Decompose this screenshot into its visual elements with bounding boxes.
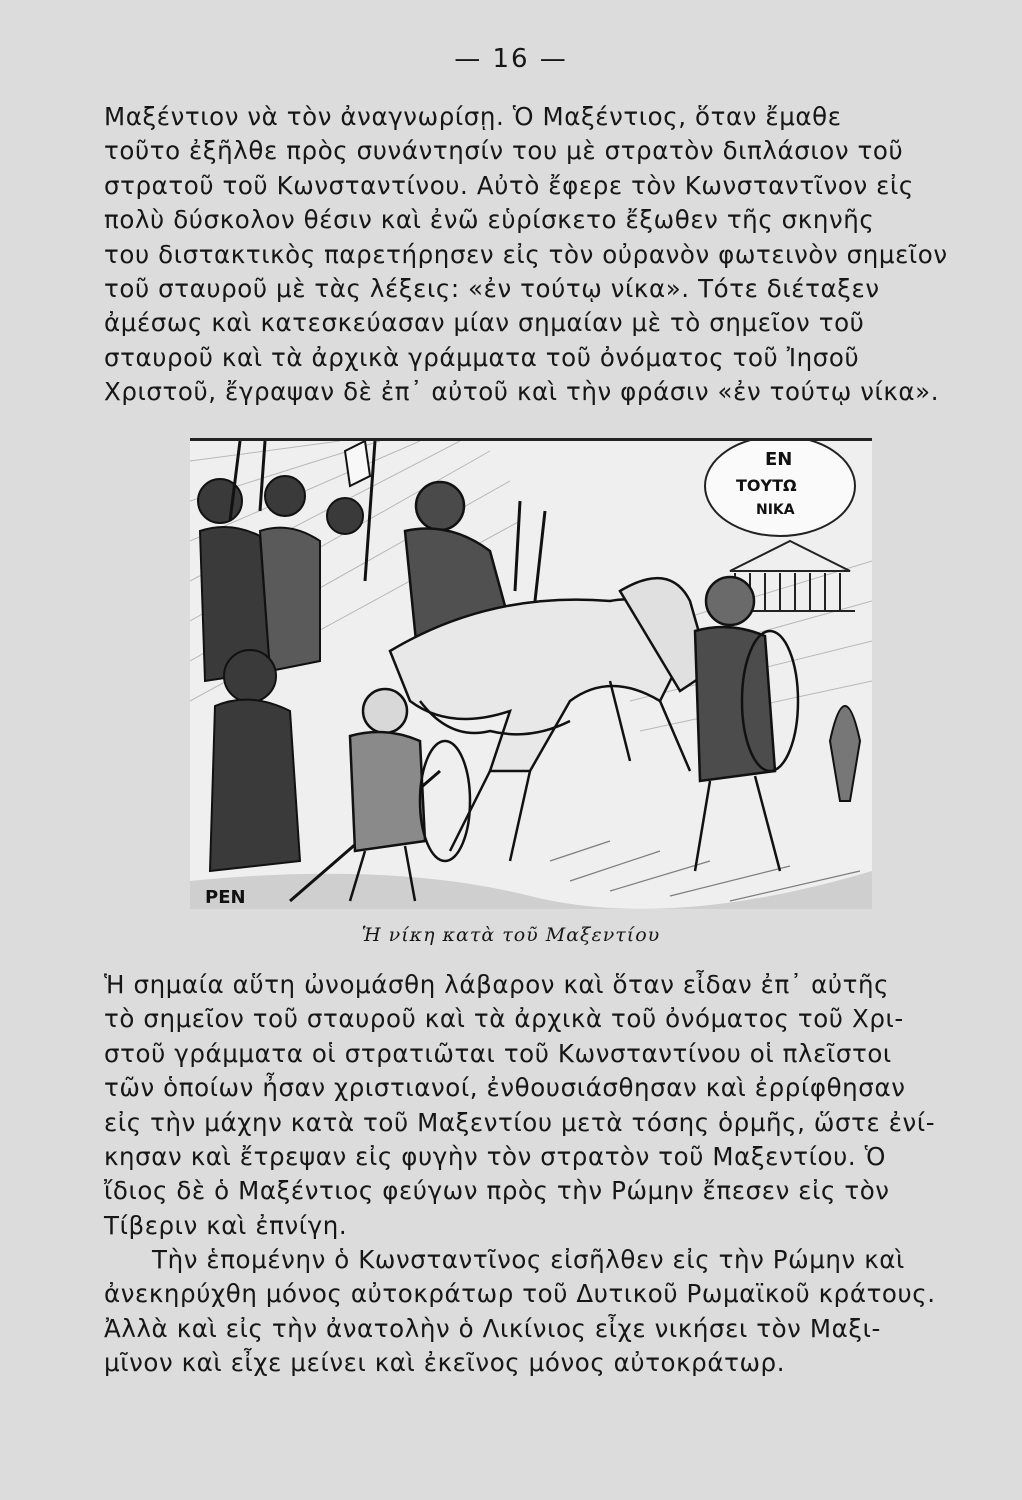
text-line: Χριστοῦ, ἔγραψαν δὲ ἐπ᾽ αὐτοῦ καὶ τὴν φράσιν «ἐν τούτῳ νίκα». <box>104 377 940 407</box>
text-line: σταυροῦ καὶ τὰ ἀρχικὰ γράμματα τοῦ ὀνόματος τοῦ Ἰησοῦ <box>104 342 860 372</box>
text-line: στρατοῦ τοῦ Κωνσταντίνου. Αὐτὸ ἔφερε τὸν Κωνσταντῖνον εἰς <box>104 170 914 200</box>
paragraph-1 <box>104 100 970 410</box>
text-line: τοῦ σταυροῦ μὲ τὰς λέξεις: «ἐν τούτῳ νίκα». Τότε διέταξεν <box>104 274 880 304</box>
text-line: τῶν ὁποίων ἦσαν χριστιανοί, ἐνθουσιάσθησαν καὶ ἐρρίφθησαν <box>104 1073 906 1103</box>
text-line: του διστακτικὸς παρετήρησεν εἰς τὸν οὐρανὸν φωτεινὸν σημεῖον <box>104 239 948 269</box>
text-line: μῖνον καὶ εἶχε μείνει καὶ ἐκεῖνος μόνος αὐτοκράτωρ. <box>104 1348 786 1378</box>
battle-engraving <box>190 441 872 909</box>
artist-signature: ΡΕΝ <box>205 887 246 908</box>
text-line: ἴδιος δὲ ὁ Μαξέντιος φεύγων πρὸς τὴν Ρώμην ἔπεσεν εἰς τὸν <box>104 1176 890 1206</box>
text-line: Τίβεριν καὶ ἐπνίγη. <box>104 1210 348 1240</box>
text-line: Ἡ σημαία αὕτη ὠνομάσθη λάβαρον καὶ ὅταν εἶδαν ἐπ᾽ αὐτῆς <box>104 970 890 999</box>
text-line: πολὺ δύσκολον θέσιν καὶ ἐνῶ εὑρίσκετο ἔξωθεν τῆς σκηνῆς <box>104 205 875 235</box>
text-line: Τὴν ἑπομένην ὁ Κωνσταντῖνος εἰσῆλθεν εἰς τὴν Ρώμην καὶ <box>152 1245 905 1274</box>
figure-caption: Ἡ νίκη κατὰ τοῦ Μαξεντίου <box>361 924 661 946</box>
text-line: στοῦ γράμματα οἱ στρατιῶται τοῦ Κωνσταντίνου οἱ πλεῖστοι <box>104 1038 892 1068</box>
text-line: Ἀλλὰ καὶ εἰς τὴν ἀνατολὴν ὁ Λικίνιος εἶχε νικήσει τὸν Μαξι- <box>104 1313 881 1343</box>
paragraph-3 <box>104 1243 970 1381</box>
sky-text-2: ΤΟΥΤΩ <box>736 476 797 495</box>
sky-text-3: ΝΙΚΑ <box>756 502 795 518</box>
text-line: ἀμέσως καὶ κατεσκεύασαν μίαν σημαίαν μὲ τὸ σημεῖον τοῦ <box>104 308 865 338</box>
battle-illustration <box>190 438 872 909</box>
text-line: Μαξέντιον νὰ τὸν ἀναγνωρίσῃ. Ὁ Μαξέντιος, ὅταν ἔμαθε <box>104 102 842 131</box>
paragraph-2 <box>104 968 970 1243</box>
sky-text-1: ΕΝ <box>765 449 793 470</box>
text-line: τοῦτο ἐξῆλθε πρὸς συνάντησίν του μὲ στρατὸν διπλάσιον τοῦ <box>104 136 904 166</box>
text-line: ἀνεκηρύχθη μόνος αὐτοκράτωρ τοῦ Δυτικοῦ Ρωμαϊκοῦ κράτους. <box>104 1279 936 1309</box>
text-line: τὸ σημεῖον τοῦ σταυροῦ καὶ τὰ ἀρχικὰ τοῦ ὀνόματος τοῦ Χρι- <box>104 1004 904 1034</box>
text-line: εἰς τὴν μάχην κατὰ τοῦ Μαξεντίου μετὰ τόσης ὁρμῆς, ὥστε ἐνί- <box>104 1107 936 1137</box>
text-line: κησαν καὶ ἔτρεψαν εἰς φυγὴν τὸν στρατὸν τοῦ Μαξεντίου. Ὁ <box>104 1142 887 1172</box>
page-number: — 16 — <box>454 44 568 74</box>
